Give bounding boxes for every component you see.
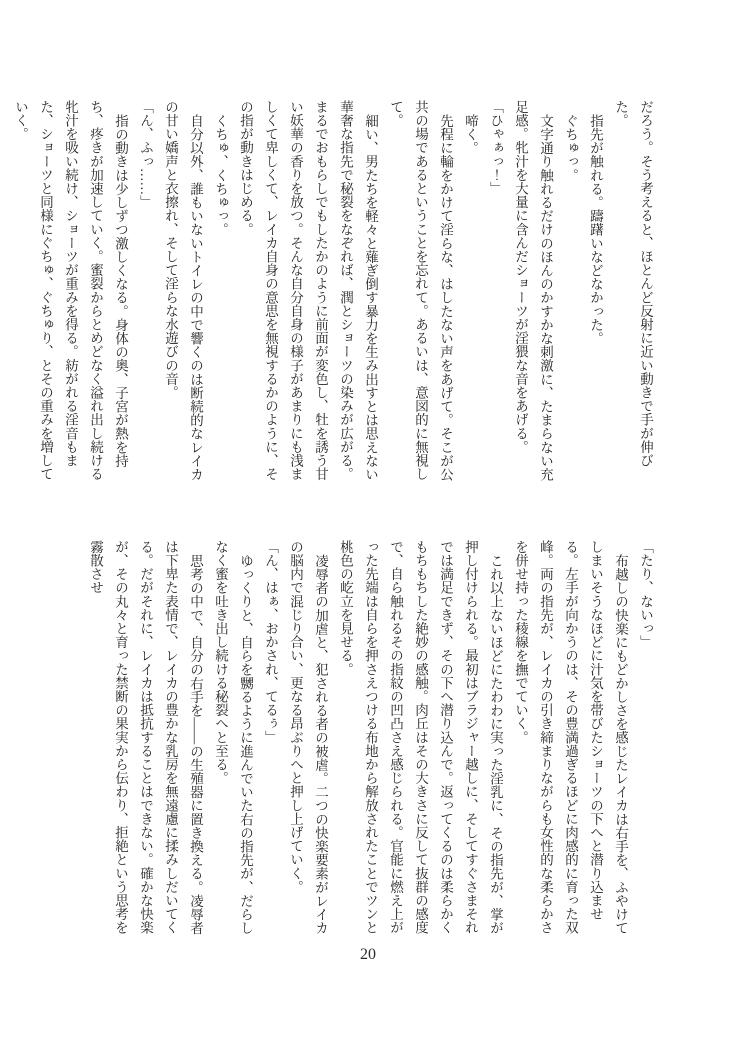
paragraph: 布越しの快楽にもどかしさを感じたレイカは右手を、ふやけてしまいそうなほどに汁気を帯びたショーツの下へと潜り込ませる。左手が向かうのは、その豊満過ぎるほどに肉感的に育った双峰。両の指先が、レイカの引き締まりながらも女性的な柔らかさを併せ持った稜線を撫でていく。 bbox=[513, 540, 628, 935]
paragraph: 細い、男たちを軽々と薙ぎ倒す暴力を生み出すとは思えない華奢な指先で秘裂をなぞれば、潤とショーツの染みが広がる。まるでおもらしでもしたかのように前面が変色し、牡を誘う甘い妖華の香りを放つ。そんな自分自身の様子があまりにも浅ましくて卑しくて、レイカ自身の意思を無視するかのように、その指が動きはじめる。 bbox=[238, 100, 378, 481]
paragraph: 「ん、はぁ、おかされ、てるぅ」 bbox=[263, 540, 278, 744]
paragraph: 思考の中で、自分の右手を――の生殖器に置き換える。凌辱者は下卑た表情で、レイカの豊かな乳房を無遠慮に揉みしだいてくる。だがそれに、レイカは抵抗することはできない。確かな快楽が、その丸々と育った禁断の果実から伝わり、拒絶という思考を霧散させ bbox=[88, 540, 203, 935]
paragraph: 「ひゃぁっ！」 bbox=[488, 100, 503, 196]
paragraph: 自分以外、誰もいないトイレの中で響くのは断続的なレイカの甘い嬌声と衣擦れ、そして淫らな水遊びの音。 bbox=[163, 100, 203, 481]
paragraph: これ以上ないほどにたわわに実った淫乳に、その指先が、掌が押し付けられる。最初はブラジャー越しに、そしてすぐさまそれでは満足できず、その下へ潜り込んで。返ってくるのは柔らかくもちもちした絶妙の感触。肉丘はその大きさに反して抜群の感度で、自ら触れるその指紋の凹凸さえ感じられる。官能に燃え上がった先端は自らを押さえつける布地から解放されたことでツンと桃色の屹立を見せる。 bbox=[338, 540, 503, 935]
paragraph: ぐちゅっ。 bbox=[563, 113, 578, 182]
paragraph: くちゅ、くちゅっ。 bbox=[213, 113, 228, 236]
paragraph: 「ん、ふっ……」 bbox=[138, 100, 153, 209]
paragraph: 指の動きは少しずつ激しくなる。身体の奥、子宮が熱を持ち、疼きが加速していく。蜜裂からとめどなく溢れ出し続ける牝汁を吸い続け、ショーツが重みを得る。紡がれる淫音もまた、ショーツと同様にぐちゅ、ぐちゅり、とその重みを増していく。 bbox=[13, 100, 128, 481]
paragraph: 凌辱者の加虐と、犯される者の被虐。二つの快楽要素がレイカの脳内で混じり合い、更なる昂ぶりへと押し上げていく。 bbox=[288, 540, 328, 935]
paragraph: 文字通り触れるだけのほんのかすかな刺激に、たまらない充足感。牝汁を大量に含んだショーツが淫猥な音をあげる。 bbox=[513, 100, 553, 481]
paragraph: ゆっくりと、自らを嬲るように進んでいた右の指先が、だらしなく蜜を吐き出し続ける秘裂へと至る。 bbox=[213, 540, 253, 935]
paragraph: 指先が触れる。躊躇いなどなかった。 bbox=[588, 113, 603, 345]
paragraph: 先程に輪をかけて淫らな、はしたない声をあげて。そこが公共の場であるということを忘れて。あるいは、意図的に無視して。 bbox=[388, 100, 453, 481]
text-section-top bbox=[8, 100, 658, 494]
paragraph: だろう。そう考えると、ほとんど反射に近い動きで手が伸びた。 bbox=[613, 100, 653, 468]
paragraph: 啼く。 bbox=[463, 113, 478, 155]
page-number: 20 bbox=[360, 946, 376, 963]
text-section-bottom bbox=[83, 540, 658, 942]
paragraph: 「たり、ないっ」 bbox=[638, 540, 653, 649]
